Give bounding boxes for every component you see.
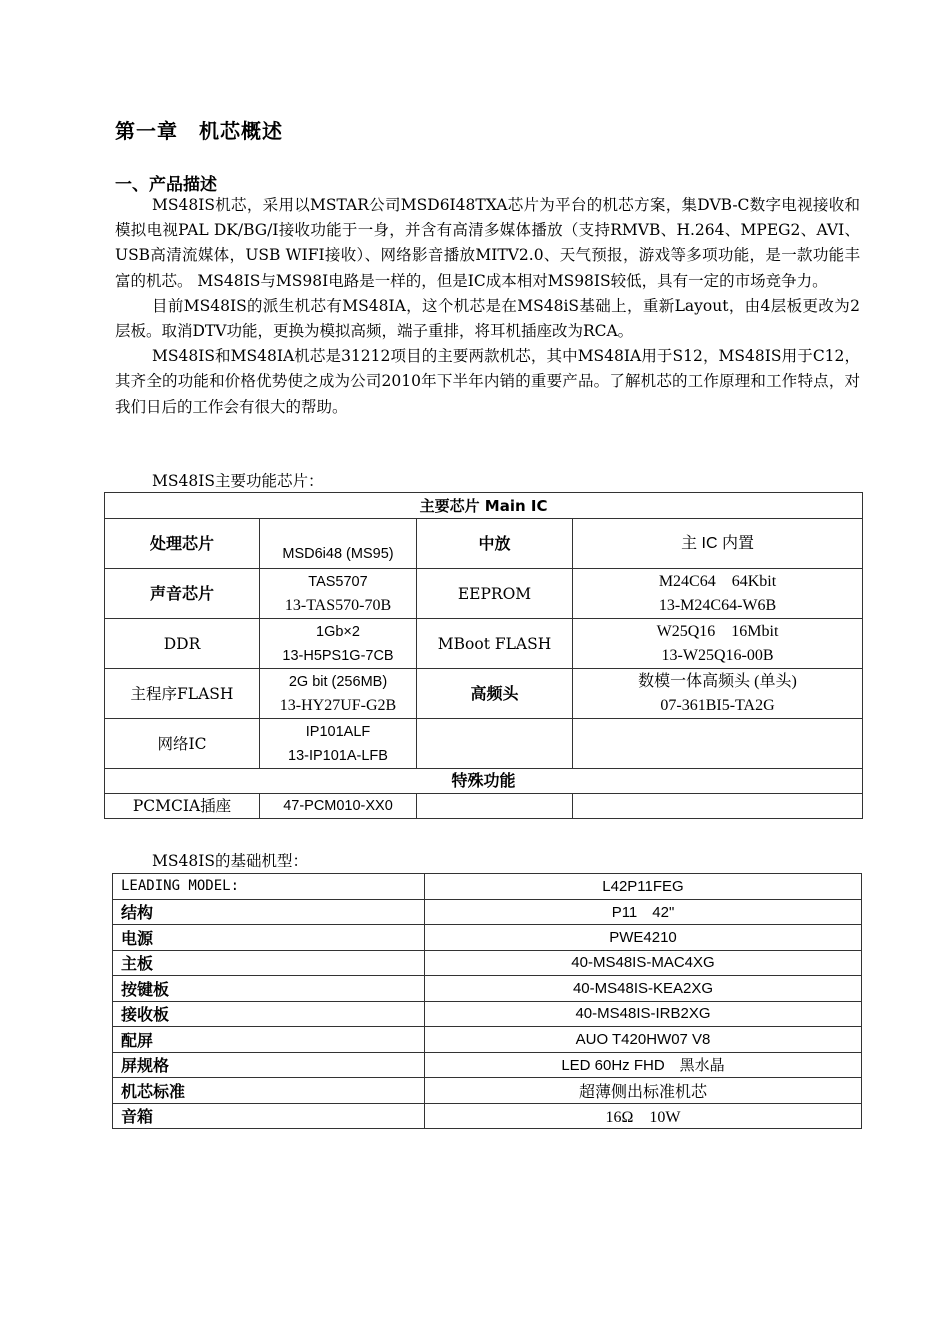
row-value — [260, 669, 417, 719]
section-title: 一、产品描述 — [115, 175, 217, 195]
row-value: 40-MS48IS-KEA2XG — [425, 976, 862, 1002]
row-value — [260, 719, 417, 769]
row-value: 16Ω 10W — [425, 1103, 862, 1129]
row-key: 音箱 — [113, 1103, 425, 1129]
row-value — [260, 619, 417, 669]
table-row — [113, 874, 862, 900]
model-table — [112, 873, 862, 1129]
value-line: TAS5707 — [308, 573, 368, 590]
value-line: 13-M24C64-W6B — [658, 596, 777, 614]
row-key: 主板 — [113, 950, 425, 976]
row-value — [573, 519, 863, 569]
row-key: 屏规格 — [113, 1052, 425, 1078]
row-label: 网络IC — [105, 719, 260, 769]
row-value: PWE4210 — [425, 925, 862, 951]
row-key: LEADING MODEL: — [113, 874, 425, 900]
row-key: 按键板 — [113, 976, 425, 1002]
table-row — [113, 1052, 862, 1078]
row-value: LED 60Hz FHD 黑水晶 — [425, 1052, 862, 1078]
row-value: P11 42" — [425, 899, 862, 925]
row-key: 配屏 — [113, 1027, 425, 1053]
main-ic-table — [104, 492, 863, 819]
row-value: 47-PCM010-XX0 — [260, 794, 417, 819]
special-functions-header: 特殊功能 — [105, 769, 863, 794]
row-label: 中放 — [417, 519, 573, 569]
table-row — [105, 569, 863, 619]
value-line: 13-HY27UF-G2B — [279, 696, 397, 714]
row-value: 40-MS48IS-MAC4XG — [425, 950, 862, 976]
table-row — [113, 1103, 862, 1129]
model-caption: MS48IS的基础机型： — [152, 852, 308, 870]
empty-cell — [573, 719, 863, 769]
value-line: M24C64 64Kbit — [658, 572, 777, 590]
table-row — [105, 794, 863, 819]
value-line: 2G bit (256MB) — [288, 673, 388, 690]
value-line: IP101ALF — [305, 723, 371, 740]
value-line: 13-H5PS1G-7CB — [282, 647, 394, 664]
row-value — [260, 569, 417, 619]
row-value — [573, 569, 863, 619]
table-row — [113, 899, 862, 925]
row-label: 处理芯片 — [105, 519, 260, 569]
chapter-title: 第一章 机芯概述 — [115, 119, 283, 143]
empty-cell — [417, 794, 573, 819]
value-line: 07-361BI5-TA2G — [660, 696, 775, 714]
row-label: 高频头 — [417, 669, 573, 719]
table-row — [105, 519, 863, 569]
paragraph-1: MS48IS机芯，采用以MSTAR公司MSD6I48TXA芯片为平台的机芯方案，集DVB-C数字电视接收和模拟电视PAL DK/BG/I接收功能于一身，并含有高清多媒体播放（支持RMVB、H.264、MPEG2、AVI、USB高清流媒体，USB WIFI接收）、网络影音播放MITV2.0、天气预报，游戏等多项功能，是一款功能丰富的机芯。 MS48IS与MS98I电路是一样的，但是IC成本相对MS98IS较低，具有一定的市场竞争力。 — [115, 196, 860, 290]
row-label: MBoot FLASH — [417, 619, 573, 669]
row-label: DDR — [105, 619, 260, 669]
row-key: 接收板 — [113, 1001, 425, 1027]
row-value: L42P11FEG — [425, 874, 862, 900]
row-value: 40-MS48IS-IRB2XG — [425, 1001, 862, 1027]
row-value: AUO T420HW07 V8 — [425, 1027, 862, 1053]
value-line: 13-TAS570-70B — [284, 596, 392, 614]
table-row — [113, 1027, 862, 1053]
row-value — [260, 519, 417, 569]
table-row — [113, 950, 862, 976]
value-line: 主 IC 内置 — [681, 534, 754, 552]
row-label: EEPROM — [417, 569, 573, 619]
value-line: 1Gb×2 — [316, 623, 360, 640]
main-ic-header: 主要芯片 Main IC — [105, 493, 863, 519]
paragraph-2: 目前MS48IS的派生机芯有MS48IA，这个机芯是在MS48iS基础上，重新Layout，由4层板更改为2层板。取消DTV功能，更换为模拟高频，端子重排，将耳机插座改为RCA。 — [115, 296, 860, 341]
row-key: 结构 — [113, 899, 425, 925]
value-line: W25Q16 16Mbit — [656, 622, 779, 640]
table-row — [105, 669, 863, 719]
main-ic-caption: MS48IS主要功能芯片： — [152, 472, 324, 490]
value-line: MSD6i48 (MS95) — [282, 546, 394, 562]
table-row — [113, 976, 862, 1002]
row-label: 声音芯片 — [105, 569, 260, 619]
table-row — [113, 1001, 862, 1027]
row-value: 超薄侧出标准机芯 — [425, 1078, 862, 1104]
row-label: PCMCIA插座 — [105, 794, 260, 819]
value-line: 数模一体高频头 (单头) — [638, 672, 797, 690]
table-row — [113, 925, 862, 951]
value-line: 13-W25Q16-00B — [661, 646, 774, 664]
value-line: 13-IP101A-LFB — [288, 747, 388, 764]
table-row — [105, 719, 863, 769]
product-description — [115, 193, 860, 420]
table-row — [105, 769, 863, 794]
row-key: 机芯标准 — [113, 1078, 425, 1104]
row-value — [573, 619, 863, 669]
table-row — [113, 1078, 862, 1104]
row-key: 电源 — [113, 925, 425, 951]
table-header-row — [105, 493, 863, 519]
row-label: 主程序FLASH — [105, 669, 260, 719]
paragraph-3: MS48IS和MS48IA机芯是31212项目的主要两款机芯，其中MS48IA用于S12，MS48IS用于C12，其齐全的功能和价格优势使之成为公司2010年下半年内销的重要产品。了解机芯的工作原理和工作特点，对我们日后的工作会有很大的帮助。 — [115, 347, 860, 416]
row-value — [573, 669, 863, 719]
empty-cell — [573, 794, 863, 819]
empty-cell — [417, 719, 573, 769]
table-row — [105, 619, 863, 669]
